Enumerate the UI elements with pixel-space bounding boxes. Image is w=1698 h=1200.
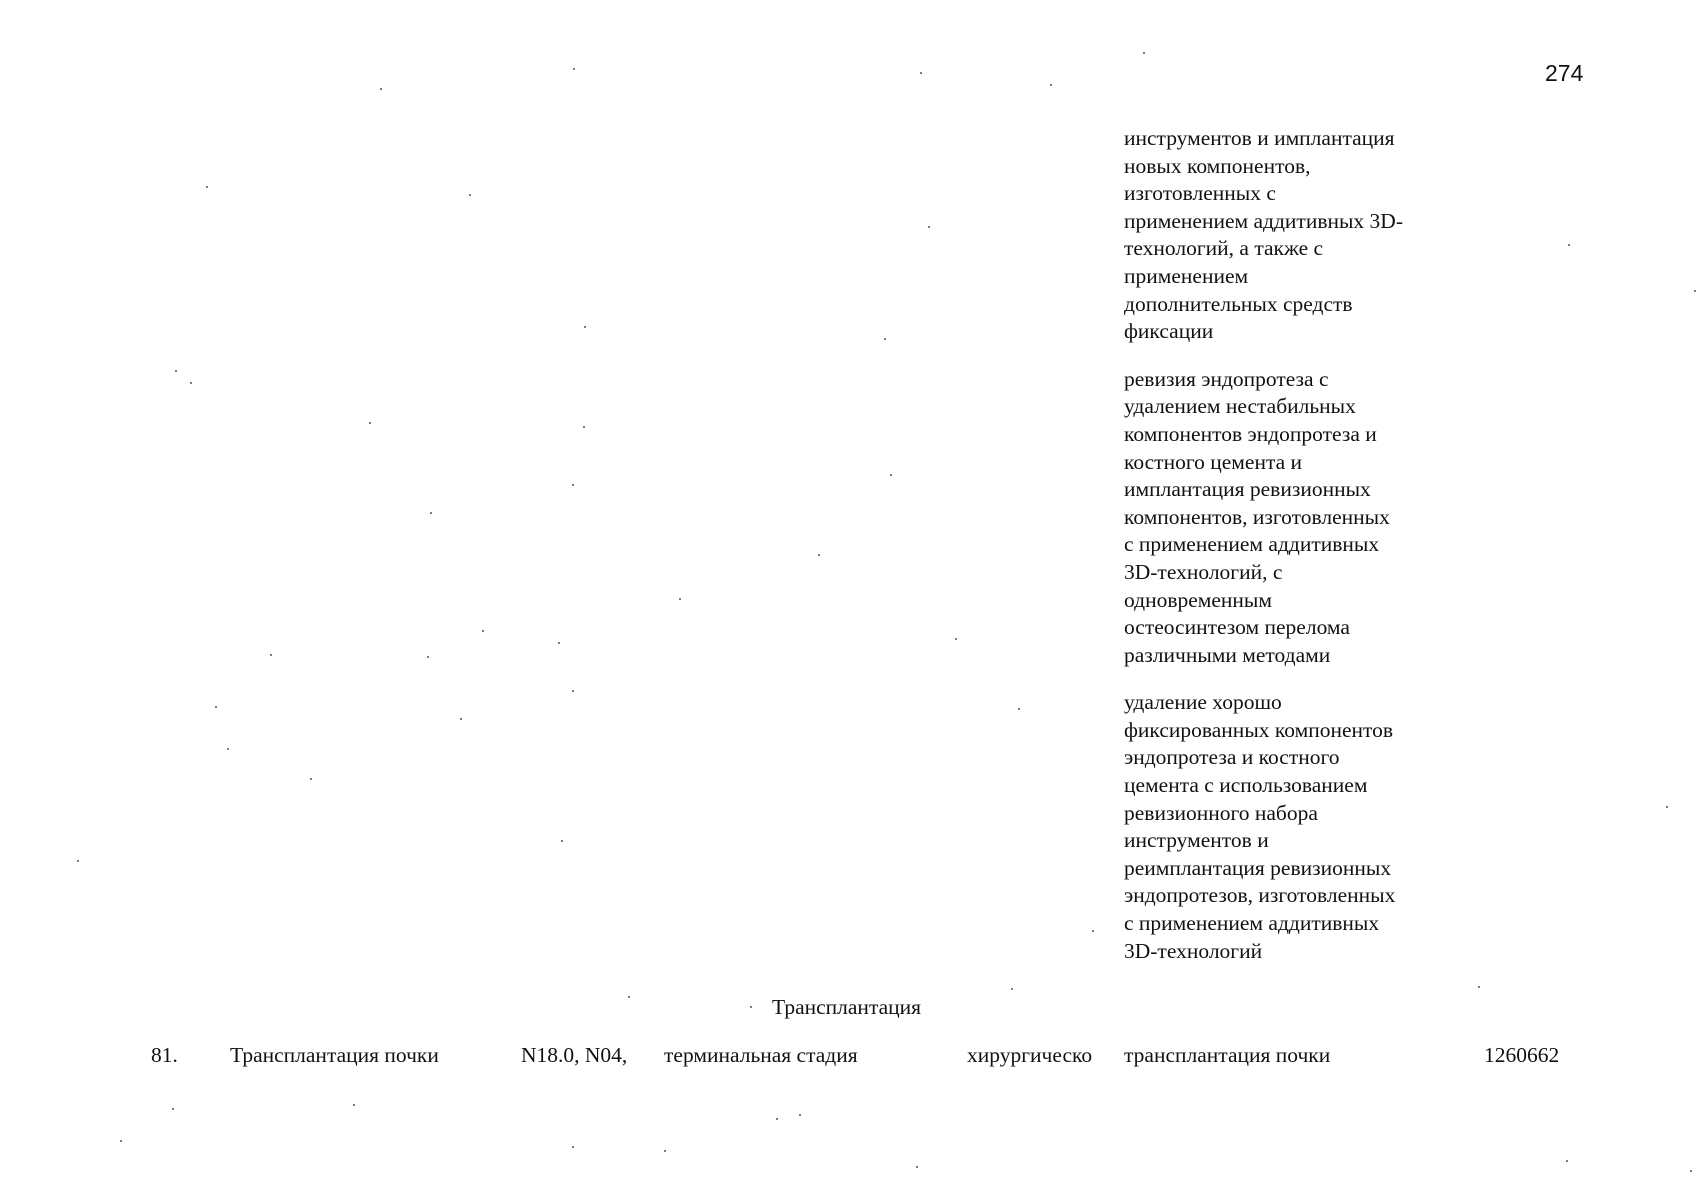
row-treatment-type: хирургическо — [967, 1043, 1093, 1067]
row-procedure-name: Трансплантация почки — [230, 1043, 439, 1067]
row-patient-model: терминальная стадия — [664, 1043, 858, 1067]
method-line: ревизионного набора — [1124, 800, 1318, 825]
method-line: эндопротезов, изготовленных — [1124, 883, 1396, 908]
method-line: с применением аддитивных — [1124, 532, 1380, 557]
method-block — [1124, 125, 1464, 346]
method-line: одновременным — [1124, 587, 1272, 612]
treatment-methods-column — [1124, 125, 1464, 985]
method-line: остеосинтезом перелома — [1124, 615, 1350, 640]
method-line: цемента с использованием — [1124, 773, 1368, 798]
method-line: технологий, а также с — [1124, 236, 1324, 261]
method-line: дополнительных средств — [1124, 291, 1353, 316]
method-line: 3D-технологий — [1124, 938, 1263, 963]
row-number: 81. — [151, 1043, 178, 1067]
method-line: применением аддитивных 3D- — [1124, 208, 1403, 233]
method-line: с применением аддитивных — [1124, 911, 1380, 936]
method-line: различными методами — [1124, 642, 1331, 667]
method-line: новых компонентов, — [1124, 153, 1311, 178]
method-line: реимплантация ревизионных — [1124, 855, 1392, 880]
method-block — [1124, 689, 1464, 965]
method-line: удаление хорошо — [1124, 690, 1282, 715]
method-line: эндопротеза и костного — [1124, 745, 1340, 770]
page-number: 274 — [1545, 60, 1584, 86]
method-line: фиксированных компонентов — [1124, 717, 1394, 742]
method-line: имплантация ревизионных — [1124, 477, 1371, 502]
method-line: 3D-технологий, с — [1124, 559, 1283, 584]
row-cost: 1260662 — [1484, 1043, 1560, 1067]
row-treatment-method: трансплантация почки — [1124, 1043, 1331, 1067]
method-line: ревизия эндопротеза с — [1124, 366, 1329, 391]
method-line: компонентов, изготовленных — [1124, 504, 1390, 529]
method-line: костного цемента и — [1124, 449, 1303, 474]
method-line: инструментов и — [1124, 828, 1269, 853]
row-diagnosis-codes: N18.0, N04, — [521, 1043, 628, 1067]
method-line: фиксации — [1124, 319, 1214, 344]
method-line: компонентов эндопротеза и — [1124, 421, 1377, 446]
method-line: изготовленных с — [1124, 181, 1276, 206]
section-heading: Трансплантация — [772, 995, 922, 1019]
method-block — [1124, 366, 1464, 670]
method-line: инструментов и имплантация — [1124, 126, 1395, 150]
method-line: удалением нестабильных — [1124, 394, 1356, 419]
method-line: применением — [1124, 263, 1249, 288]
